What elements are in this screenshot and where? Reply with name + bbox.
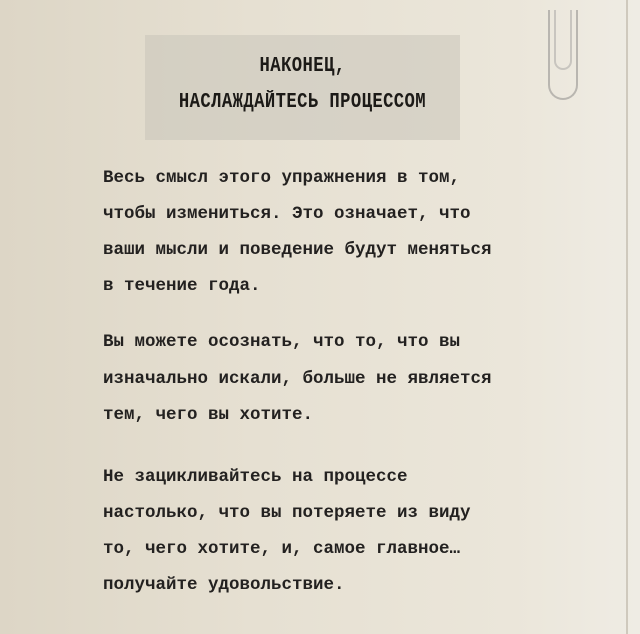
page-edge xyxy=(626,0,628,634)
text-line: изначально искали, больше не является xyxy=(103,369,492,389)
text-line: Весь смысл этого упражнения в том, xyxy=(103,168,461,188)
text-line: то, чего хотите, и, самое главное… xyxy=(103,539,461,559)
text-line: настолько, что вы потеряете из виду xyxy=(103,503,471,523)
text-line: тем, чего вы хотите. xyxy=(103,405,314,425)
text-line: Не зацикливайтесь на процессе xyxy=(103,467,408,487)
text-line: чтобы измениться. Это означает, что xyxy=(103,204,471,224)
text-line: в течение года. xyxy=(103,276,261,296)
title-line: НАСЛАЖДАЙТЕСЬ ПРОЦЕССОМ xyxy=(178,91,427,114)
text-line: получайте удовольствие. xyxy=(103,575,345,595)
text-line: Вы можете осознать, что то, что вы xyxy=(103,332,461,352)
paperclip-inner-icon xyxy=(554,10,572,70)
text-line: ваши мысли и поведение будут меняться xyxy=(103,240,492,260)
title-line: НАКОНЕЦ, xyxy=(259,55,346,78)
title-block xyxy=(145,35,460,140)
